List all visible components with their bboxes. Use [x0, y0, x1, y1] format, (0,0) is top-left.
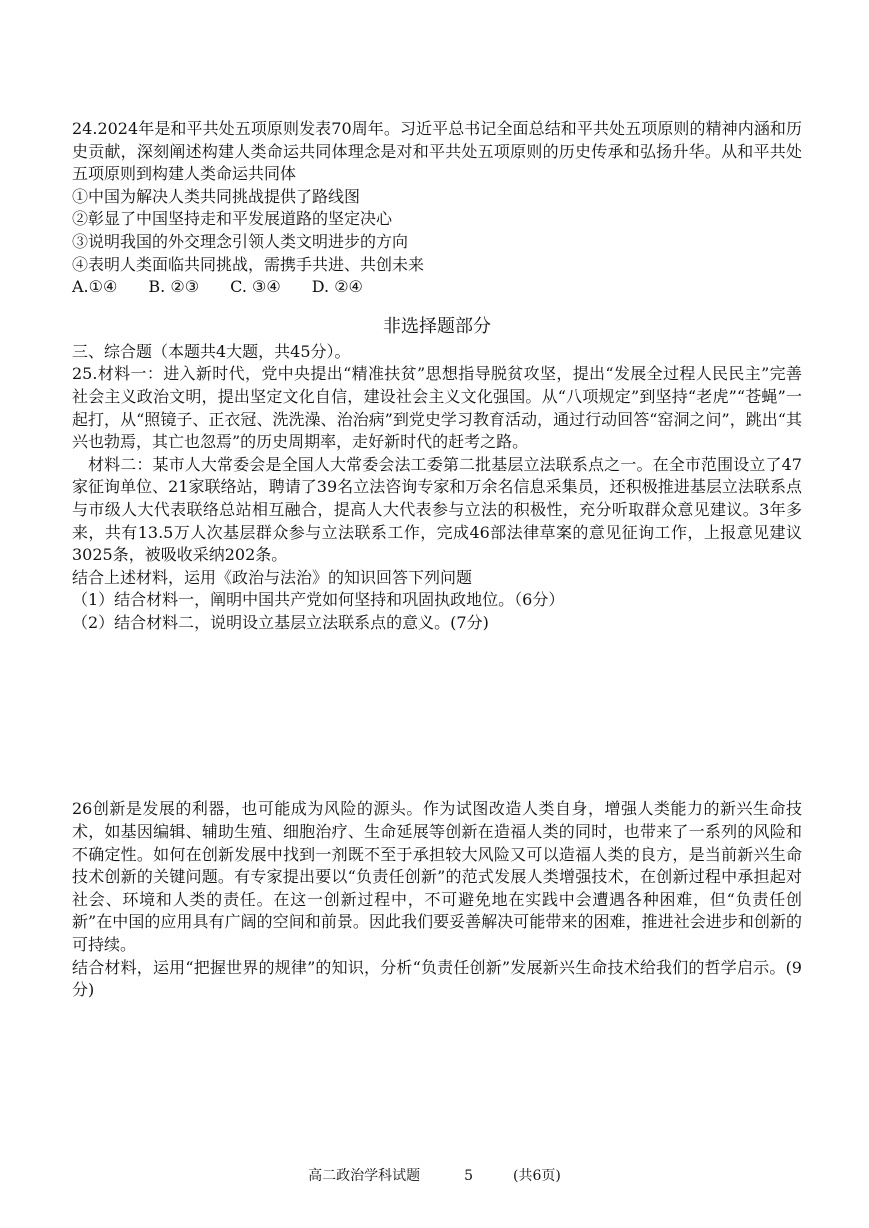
q25-material-1: 25.材料一：进入新时代，党中央提出“精准扶贫”思想指导脱贫攻坚，提出“发展全过程人民民主”完善社会主义政治文明，提出坚定文化自信，建设社会主义文化强国。从“八项规定”到坚持“老虎”“苍蝇”一起打，从“照镜子、正衣冠、洗洗澡、治治病”到党史学习教育活动，通过行动回答“窑洞之问”，跳出“其兴也勃焉，其亡也忽焉”的历史周期率，走好新时代的赶考之路。 — [72, 364, 802, 452]
q24-option-3: ③说明我国的外交理念引领人类文明进步的方向 — [72, 231, 409, 251]
q25-subquestion-1: （1）结合材料一，阐明中国共产党如何坚持和巩固执政地位。（6分） — [72, 590, 565, 610]
question-26 — [72, 798, 802, 1001]
footer-subject: 高二政治学科试题 — [308, 1168, 421, 1184]
page-footer — [0, 1165, 869, 1185]
footer-total-pages: (共6页) — [513, 1168, 561, 1184]
exam-page — [72, 118, 802, 1002]
section-heading: 三、综合题（本题共4大题，共45分）。 — [72, 341, 351, 361]
question-24 — [72, 118, 802, 299]
answer-space — [72, 634, 802, 798]
section-title: 非选择题部分 — [383, 315, 491, 337]
q25-instruction: 结合上述材料，运用《政治与法治》的知识回答下列问题 — [72, 567, 473, 587]
q26-material: 26创新是发展的利器，也可能成为风险的源头。作为试图改造人类自身，增强人类能力的新兴生命技术，如基因编辑、辅助生殖、细胞治疗、生命延展等创新在造福人类的同时，也带来了一系列的风险和不确定性。如何在创新发展中找到一剂既不至于承担较大风险又可以造福人类的良方，是当前新兴生命技术创新的关键问题。有专家提出要以“负责任创新”的范式发展人类增强技术，在创新过程中承担起对社会、环境和人类的责任。在这一创新过程中，不可避免地在实践中会遭遇各种困难，但“负责任创新”在中国的应用具有广阔的空间和前景。因此我们要妥善解决可能带来的困难，推进社会进步和创新的可持续。 — [72, 799, 802, 955]
q24-option-1: ①中国为解决人类共同挑战提供了路线图 — [72, 186, 361, 206]
q24-option-2: ②彰显了中国坚持走和平发展道路的坚定决心 — [72, 209, 393, 229]
q24-choice-d: D. ②④ — [311, 277, 363, 297]
q25-material-2: 材料二：某市人大常委会是全国人大常委会法工委第二批基层立法联系点之一。在全市范围设立了47家征询单位、21家联络站，聘请了39名立法咨询专家和万余名信息采集员，还积极推进基层立法联系点与市级人大代表联络总站相互融合，提高人大代表参与立法的积极性，充分听取群众意见建议。3年多来，共有13.5万人次基层群众参与立法联系工作，完成46部法律草案的意见征询工作，上报意见建议3025条，被吸收采纳202条。 — [72, 454, 802, 565]
question-25 — [72, 363, 802, 634]
q24-choice-a: A.①④ — [72, 277, 118, 297]
q24-option-4: ④表明人类面临共同挑战，需携手共进、共创未来 — [72, 254, 425, 274]
q24-choice-c: C. ③④ — [230, 277, 281, 297]
q24-choices — [72, 276, 802, 299]
q25-subquestion-2: （2）结合材料二，说明设立基层立法联系点的意义。(7分) — [72, 612, 489, 632]
q24-choice-b: B. ②③ — [148, 277, 200, 297]
q24-stem: 24.2024年是和平共处五项原则发表70周年。习近平总书记全面总结和平共处五项原则的精神内涵和历史贡献，深刻阐述构建人类命运共同体理念是对和平共处五项原则的历史传承和弘扬升华。从和平共处五项原则到构建人类命运共同体 — [72, 119, 802, 184]
footer-page-number: 5 — [464, 1168, 474, 1184]
q26-question: 结合材料，运用“把握世界的规律”的知识，分析“负责任创新”发展新兴生命技术给我们的哲学启示。(9分) — [72, 957, 802, 1000]
